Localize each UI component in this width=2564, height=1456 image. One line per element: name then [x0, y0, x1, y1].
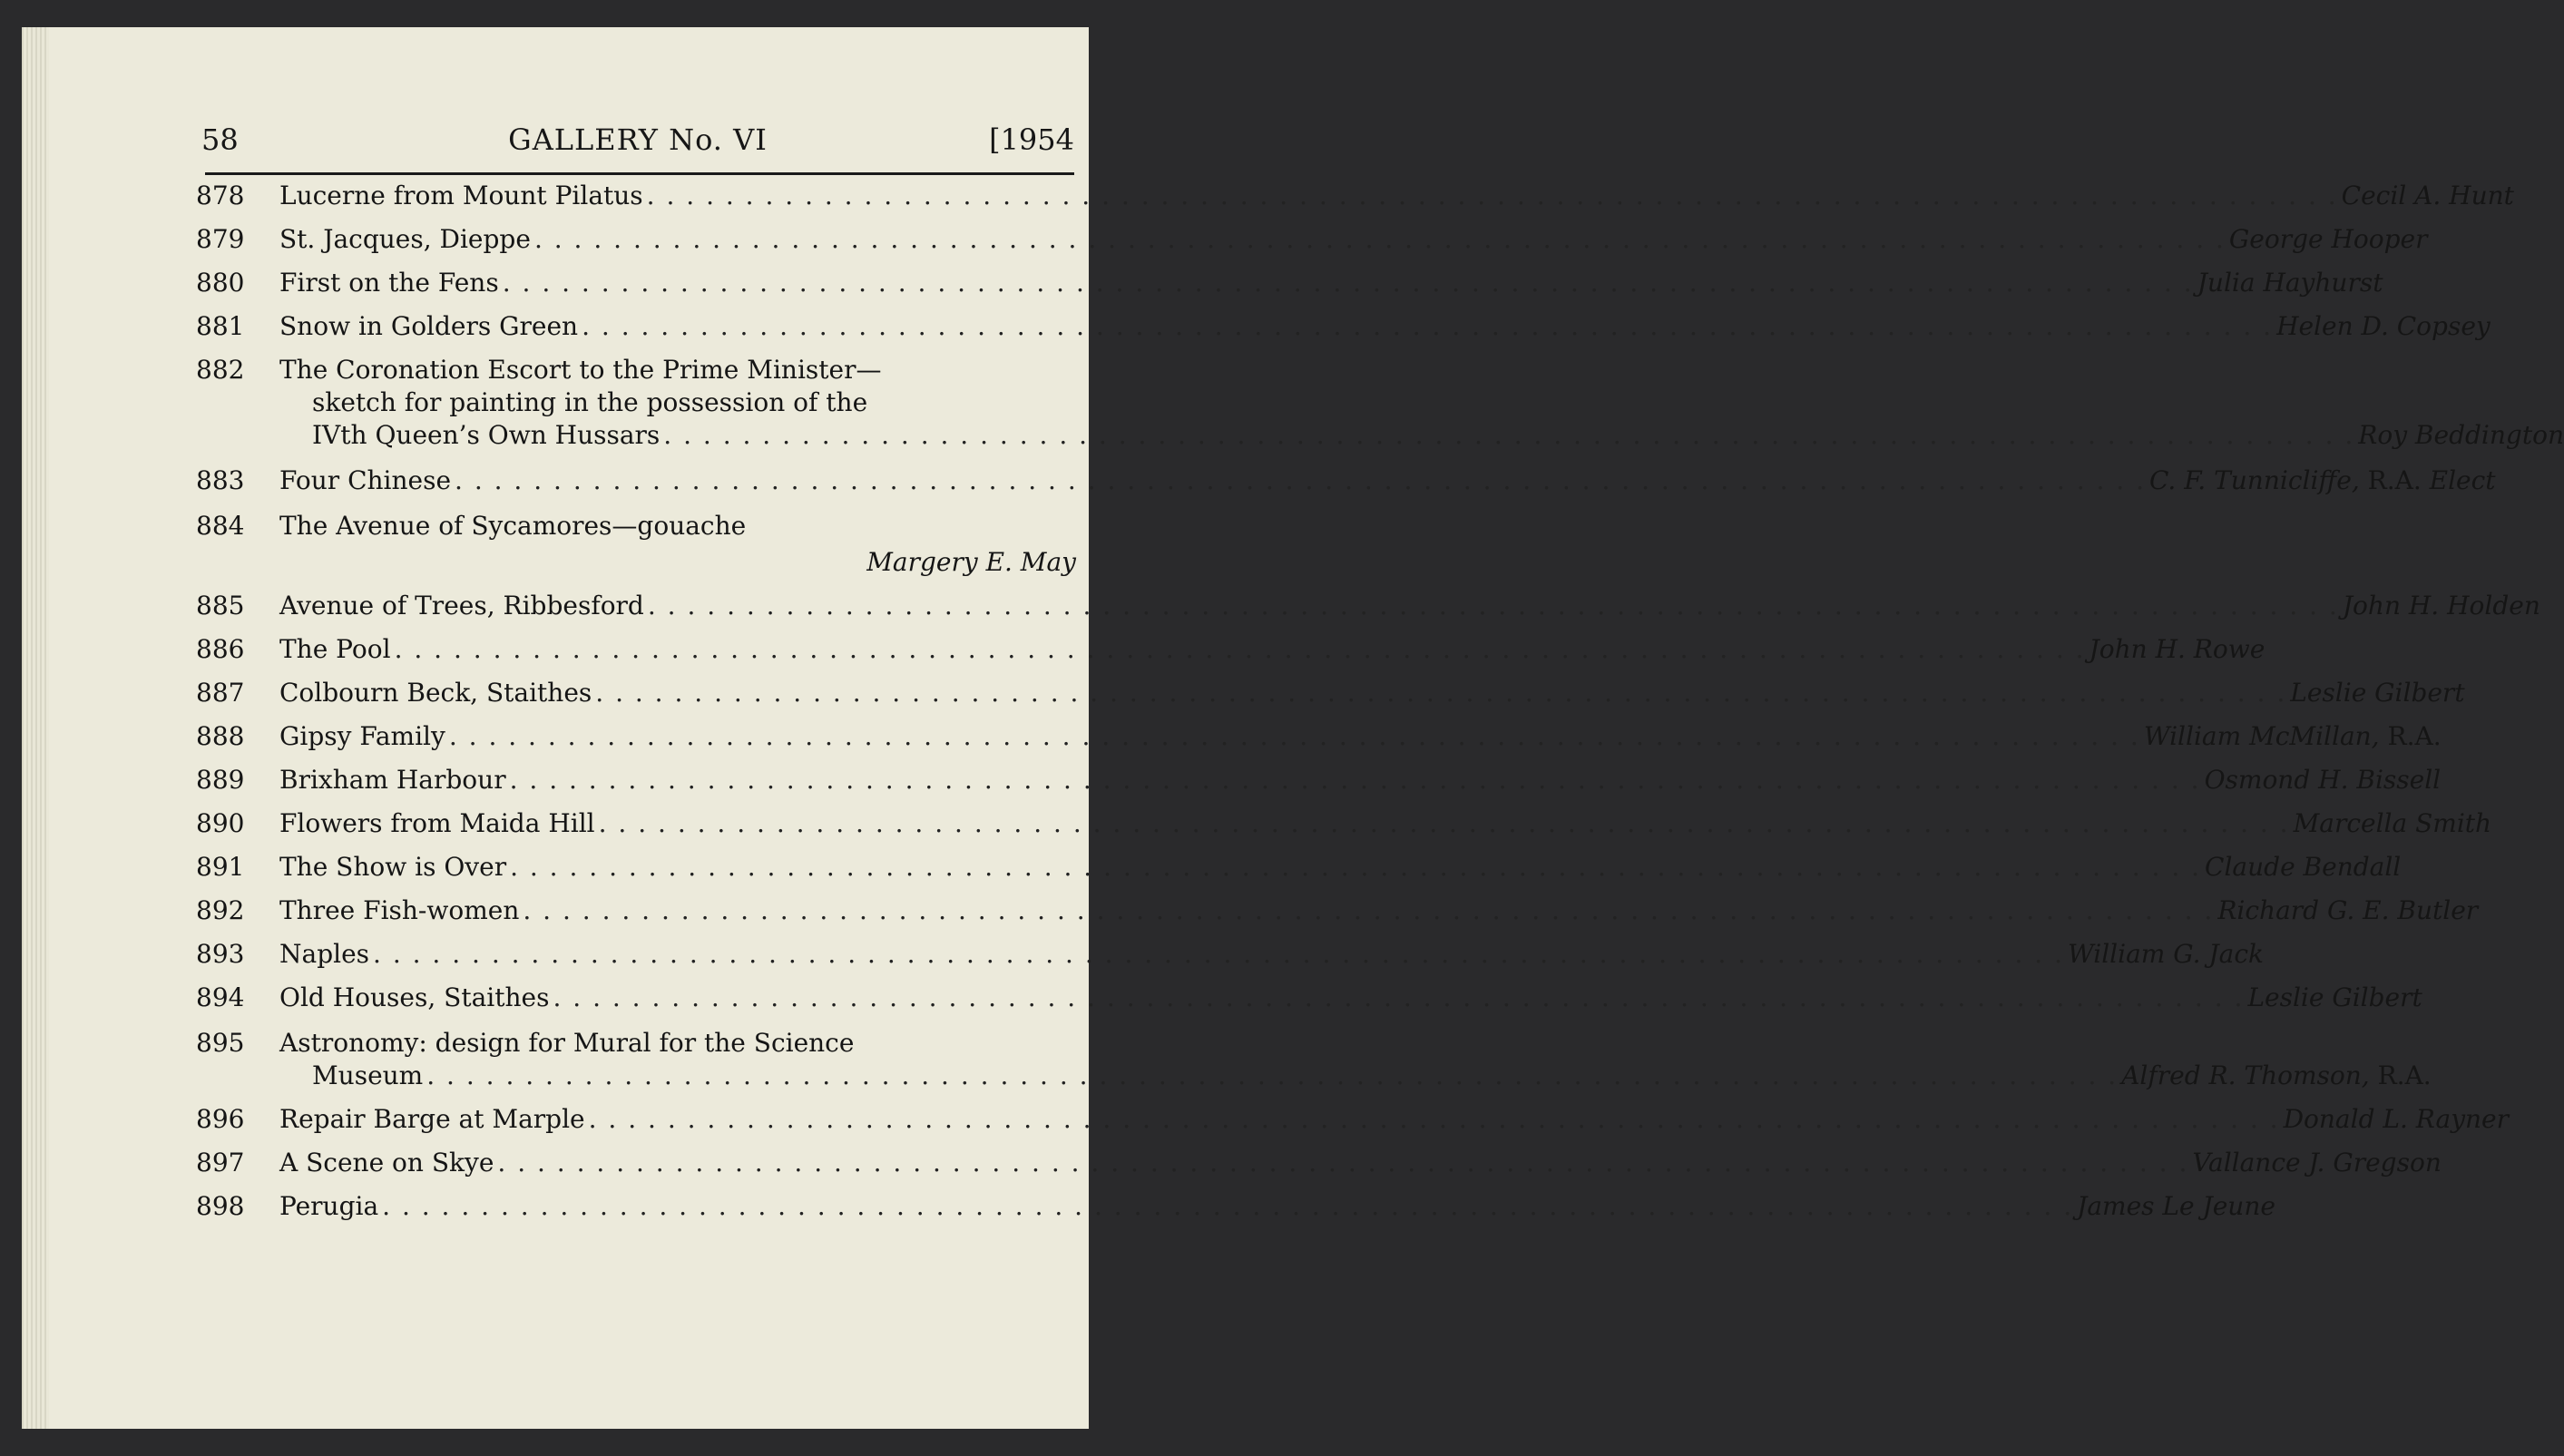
entry-number: 895	[196, 1028, 245, 1058]
entry-artist: Leslie Gilbert	[2247, 982, 2422, 1012]
catalogue-entry-888	[196, 720, 2442, 753]
entry-artist: James Le Jeune	[2077, 1191, 2275, 1221]
entry-title: Snow in Golders Green	[279, 311, 579, 341]
entry-artist: Claude Bendall	[2205, 852, 2402, 882]
entry-number: 884	[196, 511, 245, 541]
entry-number: 893	[196, 939, 245, 969]
entry-artist: Roy Beddington	[2358, 420, 2564, 450]
year-label: [1954	[989, 122, 1074, 157]
catalogue-list	[196, 180, 2564, 1223]
entry-number: 886	[196, 634, 245, 664]
catalogue-entry-879	[196, 223, 2428, 256]
catalogue-entry-883	[196, 464, 2496, 497]
catalogue-entry-891	[196, 851, 2402, 884]
entry-artist-honour: R.A.	[2377, 1060, 2432, 1090]
entry-number: 890	[196, 808, 245, 838]
entry-title: Lucerne from Mount Pilatus	[279, 181, 643, 210]
catalogue-entry-893	[196, 938, 2264, 971]
entry-artist: Osmond H. Bissell	[2204, 765, 2442, 795]
entry-artist: Julia Hayhurst	[2197, 268, 2383, 298]
entry-artist: Leslie Gilbert	[2290, 678, 2465, 708]
entry-title: Repair Barge at Marple	[279, 1104, 585, 1134]
entry-title-line-1: Astronomy: design for Mural for the Science	[279, 1028, 855, 1058]
catalogue-entry-881	[196, 310, 2491, 343]
entry-number: 880	[196, 268, 245, 298]
entry-title-line-2: sketch for painting in the possession of the	[312, 387, 868, 417]
entry-artist: Vallance J. Gregson	[2192, 1148, 2442, 1178]
entry-number: 898	[196, 1191, 245, 1221]
entry-title: Colbourn Beck, Staithes	[279, 678, 592, 708]
header-rule	[205, 172, 1074, 175]
entry-artist: Alfred R. Thomson,	[2121, 1060, 2370, 1090]
entry-artist: William McMillan,	[2143, 721, 2380, 751]
entry-number: 878	[196, 181, 245, 210]
entry-title: Gipsy Family	[279, 721, 445, 751]
entry-title: St. Jacques, Dieppe	[279, 224, 531, 254]
entry-artist: John H. Holden	[2342, 591, 2540, 621]
catalogue-entry-895	[196, 1027, 2432, 1092]
catalogue-entry-894	[196, 982, 2422, 1014]
entry-number: 885	[196, 591, 245, 621]
entry-number: 888	[196, 721, 245, 751]
catalogue-entry-880	[196, 267, 2383, 299]
catalogue-entry-892	[196, 894, 2479, 927]
entry-title: Flowers from Maida Hill	[279, 808, 595, 838]
entry-artist: William G. Jack	[2067, 939, 2264, 969]
entry-title: Three Fish-women	[279, 895, 520, 925]
entry-artist-honour: R.A.	[2387, 721, 2442, 751]
catalogue-entry-887	[196, 677, 2465, 709]
entry-title: The Avenue of Sycamores—gouache	[279, 511, 747, 541]
entry-number: 881	[196, 311, 245, 341]
catalogue-entry-889	[196, 764, 2442, 796]
entry-number: 897	[196, 1148, 245, 1178]
entry-number: 896	[196, 1104, 245, 1134]
catalogue-entry-886	[196, 633, 2266, 666]
entry-number: 883	[196, 465, 245, 495]
entry-number: 894	[196, 982, 245, 1012]
entry-number: 892	[196, 895, 245, 925]
entry-title: Avenue of Trees, Ribbesford	[279, 591, 644, 621]
entry-number: 891	[196, 852, 245, 882]
entry-title: Old Houses, Staithes	[279, 982, 550, 1012]
entry-artist-honour: R.A.	[2367, 465, 2422, 495]
running-header	[201, 122, 1074, 159]
entry-artist: Margery E. May	[866, 547, 1076, 577]
catalogue-entry-884	[196, 510, 1076, 579]
entry-title-line-3: IVth Queen’s Own Hussars	[312, 420, 661, 450]
catalogue-entry-897	[196, 1147, 2442, 1179]
page-title: GALLERY No. VI	[508, 122, 768, 157]
entry-title: Perugia	[279, 1191, 379, 1221]
page-number: 58	[201, 122, 239, 157]
entry-number: 882	[196, 355, 245, 385]
entry-artist-honour-elect: Elect	[2429, 465, 2496, 495]
catalogue-entry-896	[196, 1103, 2510, 1136]
entry-title: A Scene on Skye	[279, 1148, 494, 1178]
entry-artist: George Hooper	[2228, 224, 2428, 254]
entry-title-line-1: The Coronation Escort to the Prime Minister—	[279, 355, 882, 385]
catalogue-entry-882	[196, 354, 2564, 452]
entry-artist: Richard G. E. Butler	[2217, 895, 2479, 925]
entry-artist: Donald L. Rayner	[2283, 1104, 2510, 1134]
entry-number: 887	[196, 678, 245, 708]
entry-number: 889	[196, 765, 245, 795]
entry-artist: John H. Rowe	[2089, 634, 2266, 664]
page-edges	[22, 27, 49, 1429]
entry-title-line-2: Museum	[312, 1060, 424, 1090]
entry-title: Four Chinese	[279, 465, 452, 495]
catalogue-entry-890	[196, 807, 2492, 840]
entry-artist: C. F. Tunnicliffe,	[2149, 465, 2360, 495]
entry-artist: Marcella Smith	[2293, 808, 2492, 838]
entry-title: Brixham Harbour	[279, 765, 506, 795]
entry-title: The Pool	[279, 634, 391, 664]
entry-artist: Cecil A. Hunt	[2341, 181, 2514, 210]
catalogue-entry-885	[196, 590, 2540, 622]
catalogue-entry-878	[196, 180, 2514, 212]
catalogue-entry-898	[196, 1190, 2275, 1223]
entry-artist: Helen D. Copsey	[2276, 311, 2491, 341]
entry-title: Naples	[279, 939, 370, 969]
entry-title: First on the Fens	[279, 268, 499, 298]
entry-title: The Show is Over	[279, 852, 507, 882]
entry-number: 879	[196, 224, 245, 254]
